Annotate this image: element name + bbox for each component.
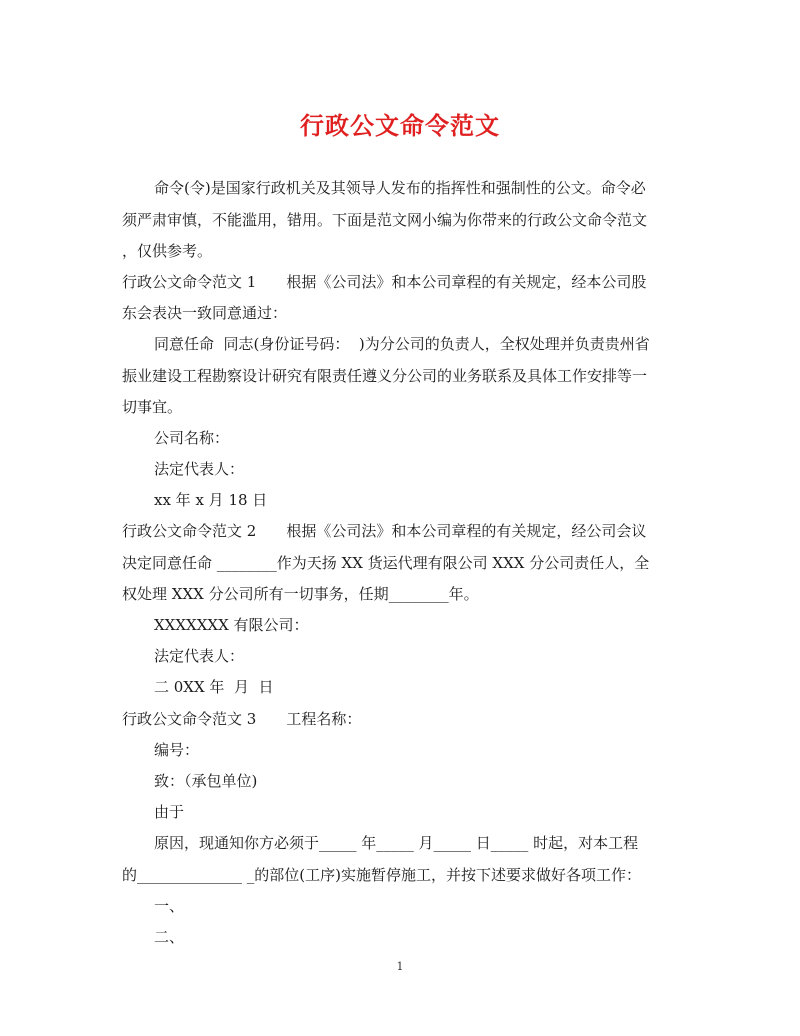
- paragraph-line: 由于: [154, 803, 185, 821]
- date-line: 二 0XX 年 月 日: [154, 678, 274, 696]
- paragraph-line: ，仅供参考。: [122, 242, 213, 260]
- paragraph-line: 的______________ _的部位(工序)实施暂停施工，并按下述要求做好各项工作：: [122, 866, 641, 884]
- paragraph-line: 东会表决一致同意通过：: [122, 304, 288, 322]
- paragraph-line: 权处理 XXX 分公司所有一切事务，任期________年。: [122, 585, 479, 603]
- list-item-line: 一、: [154, 897, 185, 915]
- company-name-line: XXXXXXX 有限公司：: [154, 616, 309, 634]
- paragraph-line: 致：（承包单位): [154, 772, 258, 790]
- paragraph-line: 振业建设工程勘察设计研究有限责任遵义分公司的业务联系及具体工作安排等一: [122, 367, 648, 385]
- legal-rep-line: 法定代表人：: [154, 460, 245, 478]
- paragraph-line: 命令(令)是国家行政机关及其领导人发布的指挥性和强制性的公文。命令必: [154, 179, 646, 197]
- page-number: 1: [396, 960, 404, 973]
- paragraph-line: 须严肃审慎，不能滥用，错用。下面是范文网小编为你带来的行政公文命令范文: [122, 211, 648, 229]
- section-heading-line: 行政公文命令范文 3 工程名称：: [122, 710, 362, 728]
- company-name-line: 公司名称：: [154, 429, 230, 447]
- document-title: 行政公文命令范文: [300, 111, 500, 140]
- section-heading-line: 行政公文命令范文 1 根据《公司法》和本公司章程的有关规定，经本公司股: [122, 273, 647, 291]
- paragraph-line: 原因，现通知你方必须于_____ 年_____ 月_____ 日_____ 时起，对本工程: [154, 834, 639, 852]
- section-heading-line: 行政公文命令范文 2 根据《公司法》和本公司章程的有关规定，经公司会议: [122, 522, 647, 540]
- date-line: xx 年 x 月 18 日: [154, 491, 268, 509]
- paragraph-line: 编号：: [154, 741, 200, 759]
- paragraph-line: 决定同意任命 ________作为天扬 XX 货运代理有限公司 XXX 分公司责任人，全: [122, 554, 650, 572]
- list-item-line: 二、: [154, 928, 185, 946]
- paragraph-line: 同意任命 同志(身份证号码： )为分公司的负责人，全权处理并负责贵州省: [154, 335, 650, 353]
- legal-rep-line: 法定代表人：: [154, 647, 245, 665]
- paragraph-line: 切事宜。: [122, 398, 183, 416]
